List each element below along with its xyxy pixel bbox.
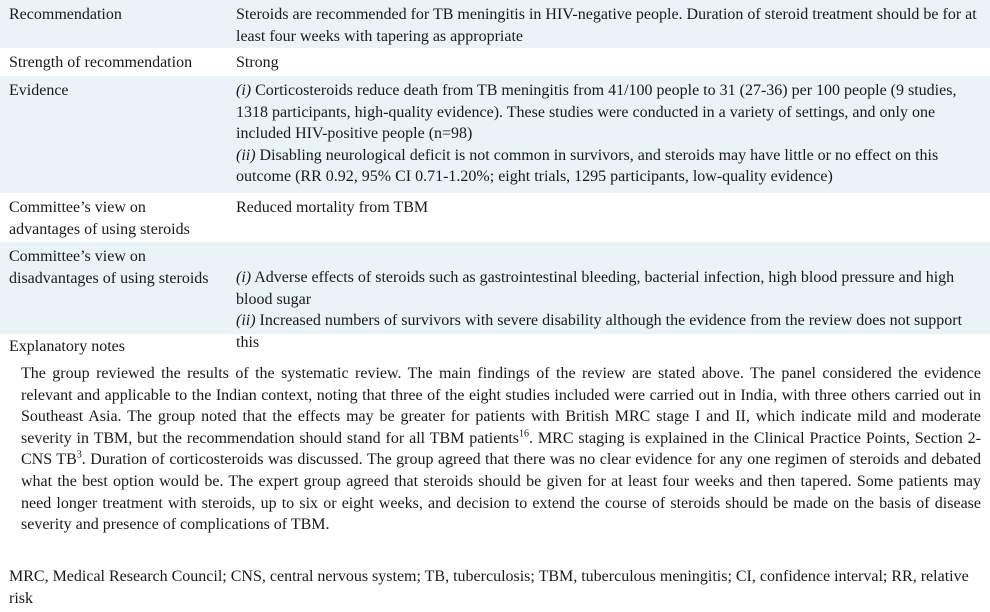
advantages-label: Committee’s view on advantages of using steroids [9,199,190,238]
evidence-item-2 [236,145,984,188]
disadvantages-item-1-text: Adverse effects of steroids such as gastrointestinal bleeding, bacterial infection, high blood pressure and high blood sugar [236,269,955,308]
evidence-item-2-marker: (ii) [236,146,256,164]
reference-16: 16 [519,428,530,440]
evidence-label: Evidence [9,82,69,99]
disadvantages-label: Committee’s view on disadvantages of using steroids [9,248,209,287]
recommendation-value: Steroids are recommended for TB meningitis in HIV-negative people. Duration of steroid treatment should be for at least four weeks with tapering as appropriate [236,6,977,45]
advantages-value: Reduced mortality from TBM [236,199,429,216]
evidence-item-1-text: Corticosteroids reduce death from TB meningitis from 41/100 people to 31 (27-36) per 100 people (9 studies, 1318 participants, high-quality evidence). These studies were conducted in a variety of settings, and only one included HIV-positive people (n=98) [236,82,957,143]
notes-part-1: The group reviewed the results of the systematic review. The main findings of the review are stated above. The panel considered the evidence relevant and applicable to the Indian context, noting that three of the eight studies included were carried out in India, with three others carried out in Southeast Asia. The group noted that the effects may be greater for patients with British MRC stage I and II, which indicate mild and moderate severity in TBM, but the recommendation should stand for all TBM patients [21,365,981,447]
evidence-item-1-marker: (i) [236,82,252,99]
evidence-item-1 [236,80,984,145]
evidence-value [228,80,990,193]
notes-part-3: . Duration of corticosteroids was discussed. The group agreed that there was no clear evidence for any one regimen of steroids and debated what the best option would be. The expert group agreed that steroids should be given for at least four weeks and then tapered. Some patients may need longer treatment with steroids, up to six or eight weeks, and decision to extend the course of steroids should be made on the basis of disease severity and presence of complications of TBM. [21,451,982,534]
strength-label: Strength of recommendation [9,54,193,71]
explanatory-notes-body [0,361,990,563]
notes-part-2: . MRC staging is explained in the Clinical Practice Points, Section 2-CNS TB [21,429,981,469]
disadvantages-item-1 [236,267,984,310]
recommendation-row [0,0,990,48]
evidence-row [0,76,990,193]
disadvantages-item-1-marker: (i) [236,269,252,286]
abbreviations-footnote: MRC, Medical Research Council; CNS, central nervous system; TB, tuberculosis; TBM, tuberculous meningitis; CI, confidence interval; RR, relative risk [9,568,969,607]
advantages-row [0,193,990,242]
disadvantages-value [228,246,990,351]
evidence-item-2-text: Disabling neurological deficit is not common in survivors, and steroids may have little or no effect on this outcome (RR 0.92, 95% CI 0.71-1.20%; eight trials, 1295 participants, low-quality evidence) [236,146,939,186]
disadvantages-item-2 [236,310,984,353]
disadvantages-item-2-marker: (ii) [236,312,256,330]
strength-row [0,48,990,76]
recommendation-label: Recommendation [9,6,122,23]
reference-3: 3 [76,450,82,462]
explanatory-notes-heading: Explanatory notes [9,338,125,355]
strength-value: Strong [236,54,279,71]
disadvantages-item-2-text: Increased numbers of survivors with severe disability although the evidence from the review does not support this [236,312,963,351]
